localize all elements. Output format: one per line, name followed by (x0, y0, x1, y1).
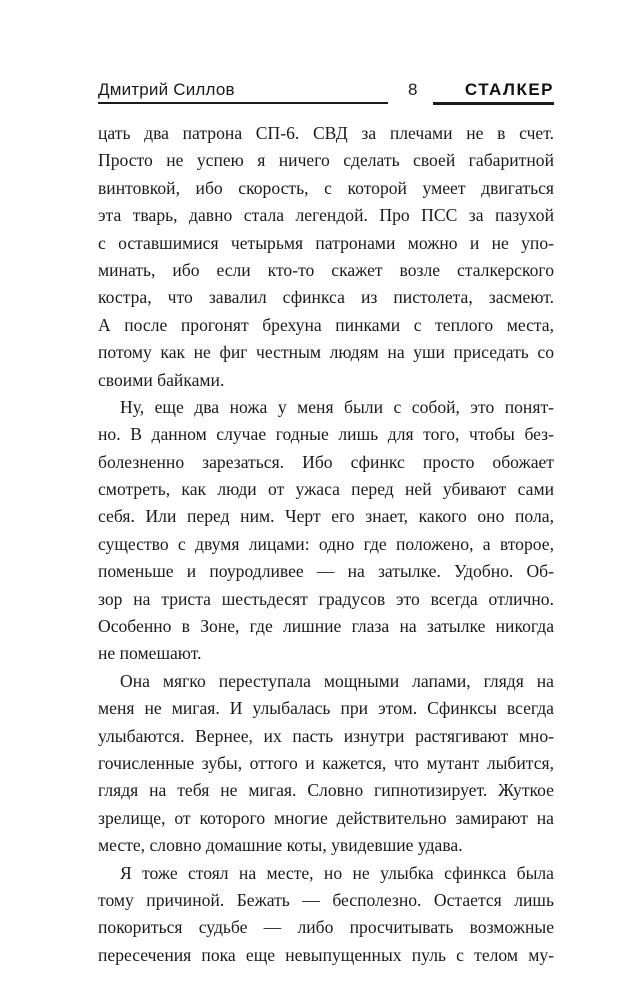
running-header (98, 80, 554, 106)
text-line: потому как не фиг честным людям на уши приседать со (98, 342, 554, 363)
text-line: винтовкой, ибо скорость, с которой умеет двигаться (98, 177, 554, 198)
text-line: минать, ибо если кто-то скажет возле сталкерского (98, 259, 554, 280)
text-line: зрелище, от которого многие действительно замирают на (98, 807, 554, 828)
text-line: улыбаются. Вернее, их пасть изнутри растягивают мно- (98, 725, 554, 746)
text-line: тому причиной. Бежать — бесполезно. Остается лишь (98, 889, 554, 910)
header-rule-right (433, 102, 554, 105)
text-line: А после прогонят брехуна пинками с теплого места, (98, 314, 554, 335)
paragraph (98, 394, 554, 668)
text-line: гочисленные зубы, оттого и кажется, что мутант лыбится, (98, 752, 554, 773)
body-text (98, 120, 554, 969)
text-line: покориться судьбе — либо просчитывать возможные (98, 917, 554, 938)
page-number: 8 (408, 80, 418, 99)
text-line: цать два патрона СП-6. СВД за плечами не в счет. (98, 123, 554, 143)
text-line: поменьше и поуродливее — на затылке. Удобно. Об- (98, 561, 554, 582)
text-line: Ну, еще два ножа у меня были с собой, это понят- (120, 396, 554, 417)
text-line: Просто не успею я ничего сделать своей габаритной (98, 150, 554, 171)
text-line: себя. Или перед ним. Черт его знает, какого оно пола, (98, 506, 554, 527)
text-line: месте, словно домашние коты, увидевшие удава. (98, 835, 463, 856)
text-line: меня не мигая. И улыбалась при этом. Сфинксы всегда (98, 698, 554, 719)
header-author: Дмитрий Силлов (98, 80, 235, 99)
header-series-title: СТАЛКЕР (464, 80, 554, 99)
text-line: с оставшимися четырьмя патронами можно и не упо- (98, 232, 554, 253)
paragraph (98, 668, 554, 860)
text-line: пересечения пока еще невыпущенных пуль с телом му- (98, 944, 554, 965)
text-line: Особенно в Зоне, где лишние глаза на затылке никогда (98, 616, 554, 637)
text-line: существо с двумя лицами: одно где положено, а второе, (98, 533, 554, 554)
text-line: своими байками. (98, 369, 225, 390)
text-line: болезненно зарезаться. Ибо сфинкс просто обожает (98, 451, 554, 472)
paragraph (98, 860, 554, 970)
text-line: но. В данном случае годные лишь для того, чтобы без- (98, 424, 554, 445)
header-rule-left (98, 102, 388, 104)
text-line: костра, что завалил сфинкса из пистолета, засмеют. (98, 287, 554, 308)
text-line: Я тоже стоял на месте, но не улыбка сфинкса была (120, 862, 554, 883)
paragraph (98, 120, 554, 394)
text-line: глядя на тебя не мигая. Словно гипнотизирует. Жуткое (98, 780, 554, 801)
text-line: эта тварь, давно стала легендой. Про ПСС за пазухой (98, 205, 554, 226)
text-line: зор на триста шестьдесят градусов это всегда отлично. (98, 588, 554, 609)
text-line: не помешают. (98, 643, 202, 664)
text-line: Она мягко переступала мощными лапами, глядя на (120, 670, 554, 691)
text-line: смотреть, как люди от ужаса перед ней убивают сами (98, 479, 554, 500)
